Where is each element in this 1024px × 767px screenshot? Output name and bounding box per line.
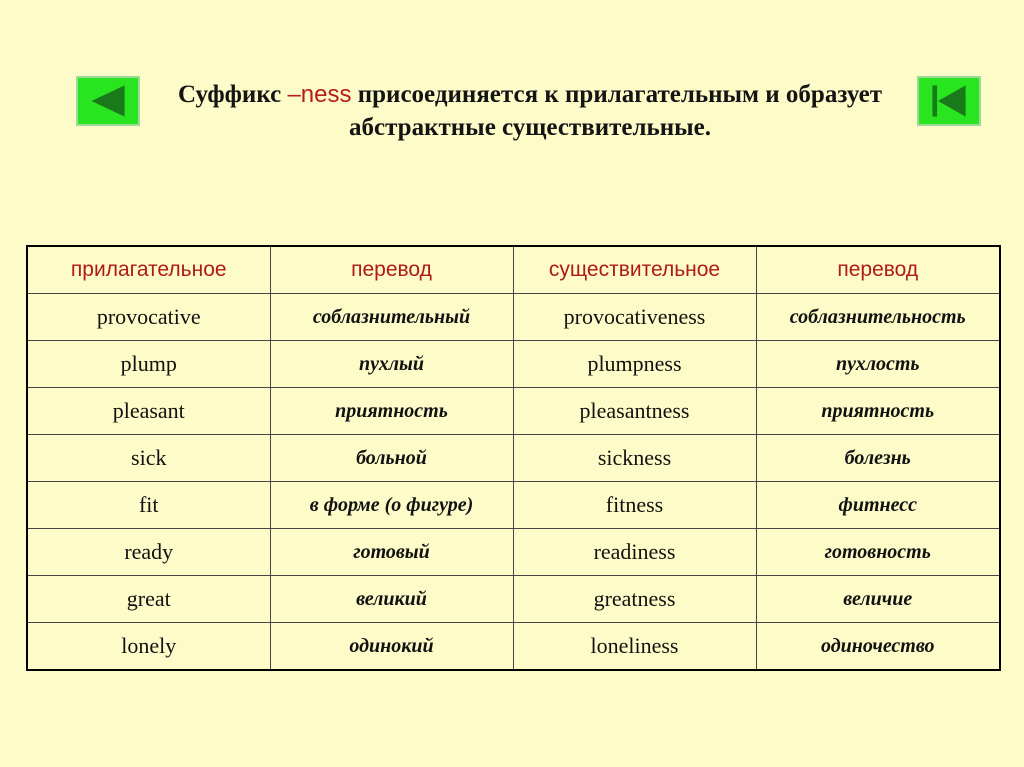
noun-cell: greatness xyxy=(513,576,756,623)
translation-cell: фитнесс xyxy=(756,482,1000,529)
noun-cell: provocativeness xyxy=(513,294,756,341)
header-adjective: прилагательное xyxy=(27,246,270,294)
table-row xyxy=(27,623,1000,671)
suffix-table xyxy=(26,245,1001,671)
previous-slide-button[interactable] xyxy=(76,76,140,126)
noun-cell: readiness xyxy=(513,529,756,576)
translation-cell: готовность xyxy=(756,529,1000,576)
translation-cell: болезнь xyxy=(756,435,1000,482)
adjective-cell: fit xyxy=(27,482,270,529)
table-row xyxy=(27,294,1000,341)
translation-cell: одиночество xyxy=(756,623,1000,671)
noun-cell: sickness xyxy=(513,435,756,482)
table-row xyxy=(27,482,1000,529)
translation-cell: величие xyxy=(756,576,1000,623)
skip-to-start-icon xyxy=(919,78,979,124)
adjective-cell: plump xyxy=(27,341,270,388)
translation-cell: пухлость xyxy=(756,341,1000,388)
title-part-1: Суффикс xyxy=(178,81,288,108)
noun-cell: plumpness xyxy=(513,341,756,388)
table-row xyxy=(27,576,1000,623)
table-header-row xyxy=(27,246,1000,294)
table-row xyxy=(27,435,1000,482)
slide-title xyxy=(150,78,910,144)
title-part-2: присоединяется к прилагательным и образует абстрактные существительные. xyxy=(349,81,882,141)
translation-cell: пухлый xyxy=(270,341,513,388)
translation-cell: одинокий xyxy=(270,623,513,671)
header-translation: перевод xyxy=(756,246,1000,294)
header-noun: существительное xyxy=(513,246,756,294)
translation-cell: великий xyxy=(270,576,513,623)
translation-cell: приятность xyxy=(270,388,513,435)
noun-cell: fitness xyxy=(513,482,756,529)
table-row xyxy=(27,388,1000,435)
title-suffix: –ness xyxy=(287,81,352,108)
triangle-left-icon xyxy=(78,78,138,124)
translation-cell: готовый xyxy=(270,529,513,576)
table-row xyxy=(27,341,1000,388)
noun-cell: pleasantness xyxy=(513,388,756,435)
header-translation: перевод xyxy=(270,246,513,294)
translation-cell: больной xyxy=(270,435,513,482)
adjective-cell: great xyxy=(27,576,270,623)
translation-cell: соблазнительность xyxy=(756,294,1000,341)
adjective-cell: pleasant xyxy=(27,388,270,435)
translation-cell: в форме (о фигуре) xyxy=(270,482,513,529)
adjective-cell: provocative xyxy=(27,294,270,341)
first-slide-button[interactable] xyxy=(917,76,981,126)
noun-cell: loneliness xyxy=(513,623,756,671)
adjective-cell: sick xyxy=(27,435,270,482)
translation-cell: приятность xyxy=(756,388,1000,435)
adjective-cell: lonely xyxy=(27,623,270,671)
adjective-cell: ready xyxy=(27,529,270,576)
table-row xyxy=(27,529,1000,576)
translation-cell: соблазнительный xyxy=(270,294,513,341)
